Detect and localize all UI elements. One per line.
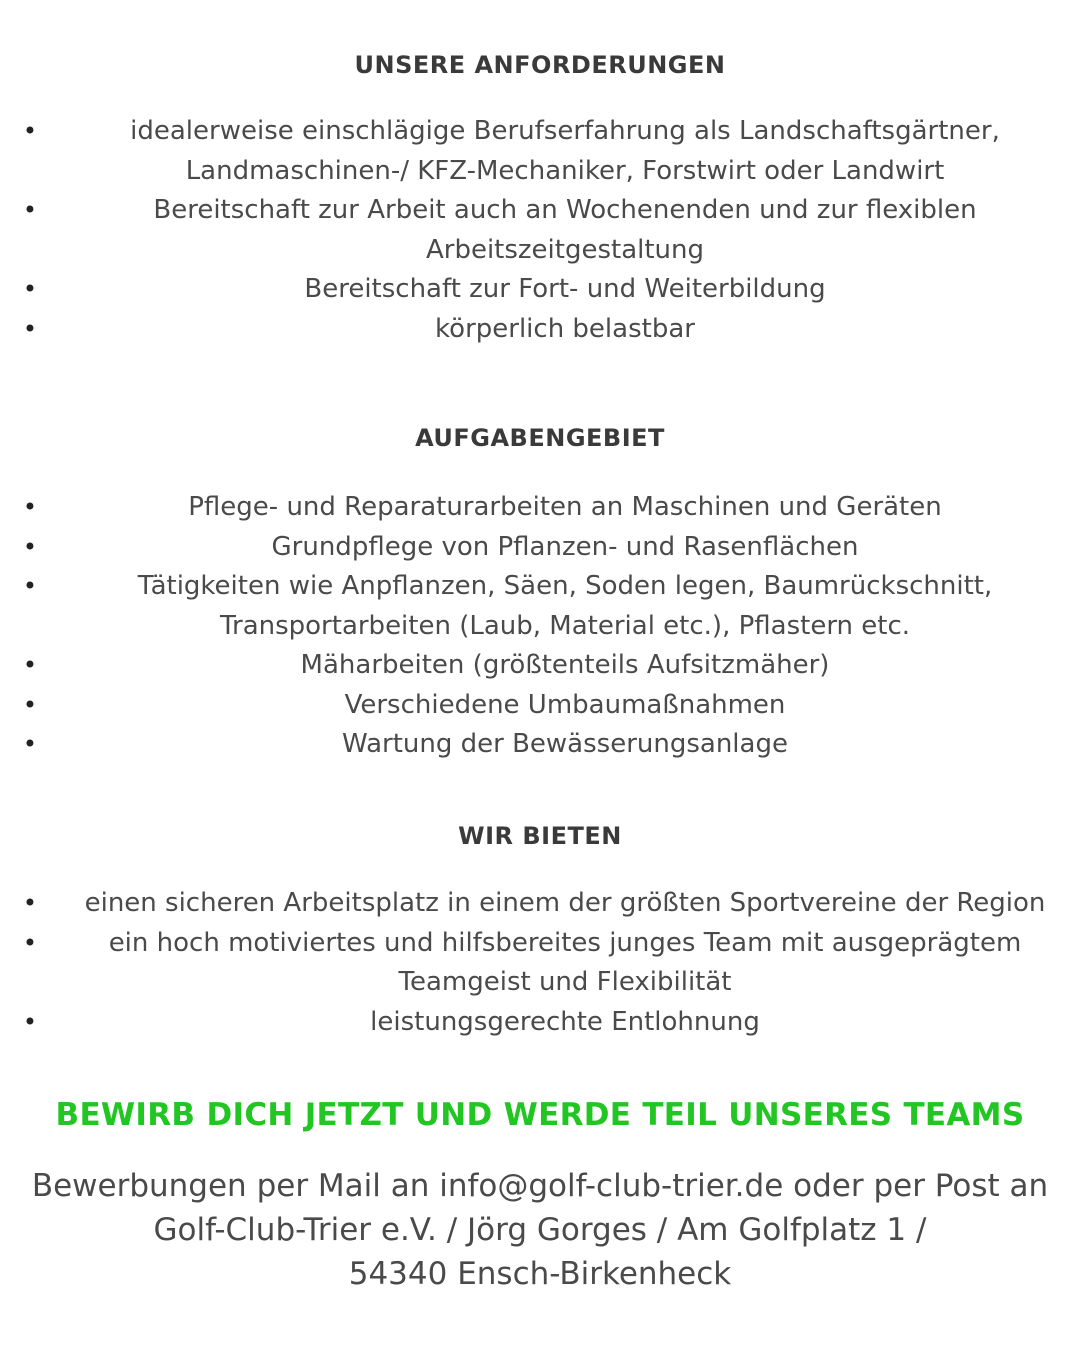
tasks-section <box>0 423 1080 765</box>
list-item-text: idealerweise einschlägige Berufserfahrung als Landschaftsgärtner, <box>130 116 1000 146</box>
list-item <box>0 963 1080 1003</box>
list-item <box>0 231 1080 271</box>
offer-heading: WIR BIETEN <box>458 822 622 850</box>
bullet-icon: • <box>22 572 38 600</box>
list-item-text: leistungsgerechte Entlohnung <box>370 1006 760 1037</box>
list-item-text: Transportarbeiten (Laub, Material etc.), Pflastern etc. <box>219 610 911 641</box>
list-item-text: körperlich belastbar <box>435 313 695 344</box>
bullet-icon: • <box>22 651 38 679</box>
list-item-text: Teamgeist und Flexibilität <box>398 967 732 997</box>
bullet-icon: • <box>22 275 38 303</box>
list-item <box>0 924 1080 964</box>
list-item <box>0 567 1080 607</box>
list-item <box>0 884 1080 924</box>
bullet-icon: • <box>22 117 38 145</box>
bullet-icon: • <box>22 532 38 561</box>
call-to-action-heading: BEWIRB DICH JETZT UND WERDE TEIL UNSERES TEAMS <box>55 1097 1025 1133</box>
requirements-section <box>0 50 1080 349</box>
list-item <box>0 725 1080 765</box>
bullet-icon: • <box>22 314 38 343</box>
list-item-text: ein hoch motiviertes und hilfsbereites junges Team mit ausgeprägtem <box>108 927 1022 958</box>
list-item <box>0 310 1080 350</box>
list-item <box>0 686 1080 726</box>
list-item-text: Arbeitszeitgestaltung <box>425 234 705 265</box>
contact-line-3: 54340 Ensch-Birkenheck <box>348 1256 732 1292</box>
list-item <box>0 191 1080 231</box>
list-item-text: Grundpflege von Pflanzen- und Rasenflächen <box>271 531 859 562</box>
list-item <box>0 1003 1080 1043</box>
list-item-text: einen sicheren Arbeitsplatz in einem der größten Sportvereine der Region <box>84 888 1046 918</box>
contact-line-1: Bewerbungen per Mail an info@golf-club-trier.de oder per Post an <box>31 1168 1049 1204</box>
list-item <box>0 270 1080 310</box>
tasks-list <box>0 488 1080 765</box>
contact-info <box>0 1164 1080 1296</box>
list-item <box>0 646 1080 686</box>
tasks-heading: AUFGABENGEBIET <box>415 424 665 452</box>
list-item-text: Wartung der Bewässerungsanlage <box>342 729 788 759</box>
list-item-text: Pflege- und Reparaturarbeiten an Maschinen und Geräten <box>188 492 942 522</box>
offer-list <box>0 884 1080 1042</box>
bullet-icon: • <box>22 196 38 224</box>
list-item-text: Verschiedene Umbaumaßnahmen <box>344 689 786 720</box>
requirements-list <box>0 112 1080 349</box>
bullet-icon: • <box>22 730 38 758</box>
contact-line-2: Golf-Club-Trier e.V. / Jörg Gorges / Am Golfplatz 1 / <box>153 1212 927 1248</box>
bullet-icon: • <box>22 1007 38 1036</box>
bullet-icon: • <box>22 928 38 957</box>
bullet-icon: • <box>22 493 38 521</box>
list-item <box>0 152 1080 192</box>
list-item-text: Mäharbeiten (größtenteils Aufsitzmäher) <box>300 650 830 680</box>
list-item <box>0 528 1080 568</box>
bullet-icon: • <box>22 690 38 719</box>
list-item-text: Bereitschaft zur Fort- und Weiterbildung <box>304 274 826 304</box>
list-item-text: Tätigkeiten wie Anpflanzen, Säen, Soden legen, Baumrückschnitt, <box>137 571 993 601</box>
list-item-text: Bereitschaft zur Arbeit auch an Wochenenden und zur flexiblen <box>153 195 977 225</box>
offer-section <box>0 821 1080 1042</box>
list-item-text: Landmaschinen-/ KFZ-Mechaniker, Forstwirt oder Landwirt <box>185 155 945 186</box>
list-item <box>0 488 1080 528</box>
list-item <box>0 112 1080 152</box>
requirements-heading: UNSERE ANFORDERUNGEN <box>354 51 726 79</box>
bullet-icon: • <box>22 889 38 917</box>
list-item <box>0 607 1080 647</box>
